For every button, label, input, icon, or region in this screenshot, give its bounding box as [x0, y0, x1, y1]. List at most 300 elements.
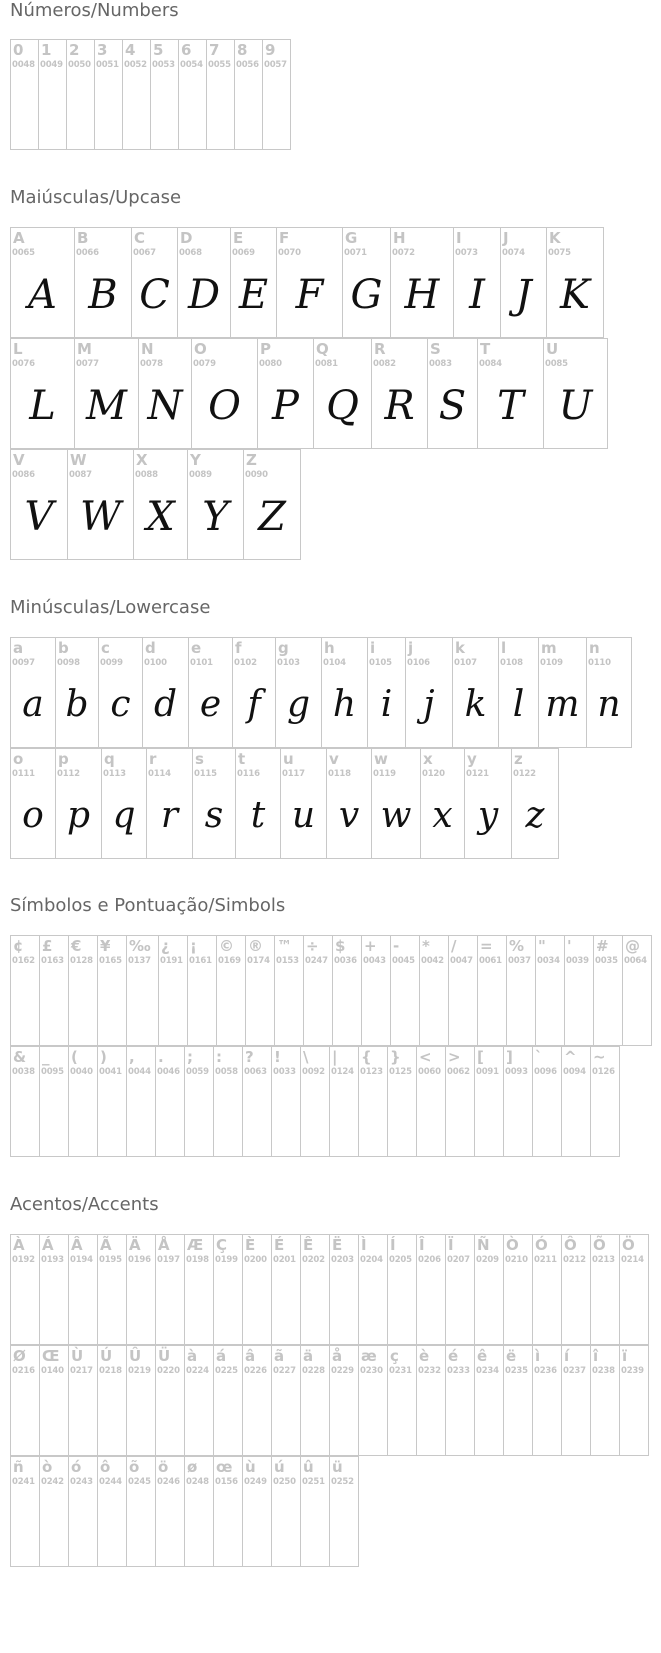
glyph-row [10, 1046, 619, 1157]
glyph-code: 0198 [186, 1255, 209, 1265]
glyph-code: 0244 [99, 1477, 122, 1487]
glyph-code: 0109 [540, 658, 563, 668]
glyph-char-label: o [13, 750, 24, 768]
glyph-code: 0248 [186, 1477, 209, 1487]
glyph-code: 0069 [232, 248, 255, 258]
glyph-char-label: ö [158, 1458, 169, 1476]
glyph-char-label: 8 [237, 41, 248, 59]
glyph-cell [474, 1234, 504, 1345]
glyph-char-label: ä [303, 1347, 314, 1365]
glyph-char-label: ó [71, 1458, 82, 1476]
glyph-cell [213, 1234, 243, 1345]
glyph-code: 0107 [454, 658, 477, 668]
glyph-cell [10, 227, 75, 338]
glyph-cell [477, 338, 544, 449]
glyph-cell [387, 1345, 417, 1456]
glyph-cell [271, 1345, 301, 1456]
glyph-code: 0220 [157, 1366, 180, 1376]
glyph-char-label: È [245, 1236, 256, 1254]
glyph-cell [10, 1345, 40, 1456]
glyph-char-label: ø [187, 1458, 198, 1476]
glyph-cell [94, 39, 123, 150]
glyph-cell [213, 1456, 243, 1567]
glyph-char-label: - [393, 937, 400, 955]
glyph-char-label: m [541, 639, 557, 657]
glyph-char-label: A [13, 229, 25, 247]
glyph-char-label: R [374, 340, 386, 358]
glyph-preview: R [384, 383, 415, 429]
glyph-code: 0055 [208, 60, 231, 70]
glyph-code: 0243 [70, 1477, 93, 1487]
glyph-char-label: * [422, 937, 430, 955]
glyph-cell [329, 1345, 359, 1456]
glyph-char-label: Ë [332, 1236, 343, 1254]
glyph-cell [10, 935, 40, 1046]
glyph-cell [126, 1234, 156, 1345]
glyph-code: 0034 [537, 956, 560, 966]
glyph-code: 0121 [466, 769, 489, 779]
glyph-preview: t [250, 795, 266, 836]
glyph-code: 0120 [422, 769, 445, 779]
glyph-char-label: ¡ [190, 937, 197, 955]
glyph-preview: B [88, 272, 118, 318]
glyph-char-label: 4 [125, 41, 136, 59]
glyph-preview: k [464, 684, 487, 725]
glyph-char-label: ú [274, 1458, 285, 1476]
glyph-row [10, 449, 300, 560]
glyph-cell [184, 1046, 214, 1157]
glyph-code: 0124 [331, 1067, 354, 1077]
glyph-code: 0050 [68, 60, 91, 70]
glyph-code: 0078 [140, 359, 163, 369]
glyph-char-label: æ [361, 1347, 377, 1365]
glyph-cell [10, 449, 68, 560]
glyph-cell [177, 227, 231, 338]
glyph-cell [39, 1046, 69, 1157]
glyph-code: 0241 [12, 1477, 35, 1487]
glyph-code: 0207 [447, 1255, 470, 1265]
glyph-preview: O [208, 383, 241, 429]
glyph-code: 0113 [103, 769, 126, 779]
glyph-code: 0106 [407, 658, 430, 668]
glyph-cell [329, 1234, 359, 1345]
glyph-code: 0046 [157, 1067, 180, 1077]
glyph-char-label: ç [390, 1347, 399, 1365]
glyph-cell [477, 935, 507, 1046]
glyph-char-label: Ü [158, 1347, 171, 1365]
glyph-cell [242, 1456, 272, 1567]
glyph-code: 0040 [70, 1067, 93, 1077]
glyph-cell [138, 338, 192, 449]
section-title-upcase: Maiúsculas/Upcase [10, 187, 182, 208]
glyph-cell [445, 1345, 475, 1456]
glyph-cell [98, 637, 143, 748]
glyph-code: 0073 [455, 248, 478, 258]
glyph-preview: Q [326, 383, 359, 429]
glyph-cell [10, 1234, 40, 1345]
glyph-cell [10, 748, 56, 859]
glyph-code: 0044 [128, 1067, 151, 1077]
glyph-code: 0242 [41, 1477, 64, 1487]
glyph-code: 0209 [476, 1255, 499, 1265]
glyph-char-label: v [329, 750, 339, 768]
section-title-accents: Acentos/Accents [10, 1194, 159, 1215]
glyph-cell [586, 637, 632, 748]
glyph-cell [97, 1456, 127, 1567]
glyph-code: 0236 [534, 1366, 557, 1376]
glyph-code: 0216 [12, 1366, 35, 1376]
glyph-char-label: \ [303, 1048, 309, 1066]
glyph-char-label: 9 [265, 41, 276, 59]
glyph-code: 0116 [237, 769, 260, 779]
glyph-cell [146, 748, 193, 859]
glyph-code: 0162 [12, 956, 35, 966]
glyph-code: 0174 [247, 956, 270, 966]
glyph-code: 0104 [323, 658, 346, 668]
glyph-code: 0246 [157, 1477, 180, 1487]
glyph-preview: f [247, 684, 261, 725]
glyph-char-label: ~ [593, 1048, 606, 1066]
glyph-cell [532, 1234, 562, 1345]
glyph-char-label: D [180, 229, 193, 247]
glyph-code: 0191 [160, 956, 183, 966]
glyph-code: 0249 [244, 1477, 267, 1487]
glyph-char-label: ( [71, 1048, 78, 1066]
glyph-char-label: ù [245, 1458, 256, 1476]
glyph-code: 0101 [190, 658, 213, 668]
glyph-code: 0192 [12, 1255, 35, 1265]
glyph-char-label: i [370, 639, 376, 657]
glyph-code: 0100 [144, 658, 167, 668]
glyph-code: 0037 [508, 956, 531, 966]
glyph-code: 0117 [282, 769, 305, 779]
glyph-code: 0045 [392, 956, 415, 966]
glyph-char-label: Ñ [477, 1236, 490, 1254]
glyph-code: 0099 [100, 658, 123, 668]
glyph-cell [97, 1046, 127, 1157]
glyph-code: 0194 [70, 1255, 93, 1265]
glyph-char-label: c [101, 639, 110, 657]
glyph-code: 0118 [328, 769, 351, 779]
glyph-char-label: î [593, 1347, 599, 1365]
glyph-char-label: > [448, 1048, 461, 1066]
glyph-cell [445, 1046, 475, 1157]
glyph-cell [39, 1345, 69, 1456]
glyph-char-label: h [324, 639, 335, 657]
glyph-char-label: ü [332, 1458, 343, 1476]
glyph-cell [271, 1234, 301, 1345]
glyph-code: 0228 [302, 1366, 325, 1376]
glyph-code: 0238 [592, 1366, 615, 1376]
glyph-cell [313, 338, 372, 449]
glyph-cell [543, 338, 608, 449]
glyph-row [10, 748, 558, 859]
glyph-code: 0103 [277, 658, 300, 668]
glyph-preview: m [545, 684, 580, 725]
glyph-cell [387, 1234, 417, 1345]
glyph-cell [503, 1345, 533, 1456]
glyph-cell [619, 1345, 649, 1456]
glyph-char-label: ! [274, 1048, 281, 1066]
glyph-char-label: Æ [187, 1236, 204, 1254]
glyph-char-label: Ï [448, 1236, 454, 1254]
glyph-cell [420, 748, 465, 859]
glyph-code: 0204 [360, 1255, 383, 1265]
glyph-char-label: F [279, 229, 290, 247]
glyph-char-label: Á [42, 1236, 54, 1254]
glyph-cell [448, 935, 478, 1046]
glyph-char-label: Ó [535, 1236, 548, 1254]
glyph-char-label: Œ [42, 1347, 60, 1365]
glyph-code: 0218 [99, 1366, 122, 1376]
glyph-preview: V [24, 494, 54, 540]
glyph-char-label: ì [535, 1347, 541, 1365]
glyph-char-label: Õ [593, 1236, 606, 1254]
glyph-char-label: w [374, 750, 388, 768]
glyph-preview: a [22, 684, 44, 725]
glyph-cell [126, 935, 159, 1046]
glyph-code: 0065 [12, 248, 35, 258]
glyph-cell [150, 39, 179, 150]
glyph-code: 0098 [57, 658, 80, 668]
glyph-cell [74, 227, 132, 338]
glyph-char-label: É [274, 1236, 285, 1254]
glyph-code: 0229 [331, 1366, 354, 1376]
glyph-char-label: d [145, 639, 156, 657]
glyph-code: 0199 [215, 1255, 238, 1265]
glyph-preview: l [512, 684, 525, 725]
glyph-cell [155, 1345, 185, 1456]
glyph-cell [453, 227, 501, 338]
glyph-code: 0232 [418, 1366, 441, 1376]
glyph-cell [230, 227, 277, 338]
glyph-cell [213, 1046, 243, 1157]
glyph-cell [158, 935, 188, 1046]
glyph-code: 0054 [180, 60, 203, 70]
glyph-cell [66, 39, 95, 150]
glyph-preview: P [272, 383, 299, 429]
glyph-code: 0224 [186, 1366, 209, 1376]
glyph-code: 0125 [389, 1067, 412, 1077]
glyph-code: 0211 [534, 1255, 557, 1265]
glyph-char-label: Z [246, 451, 257, 469]
glyph-code: 0053 [152, 60, 175, 70]
glyph-code: 0197 [157, 1255, 180, 1265]
glyph-code: 0235 [505, 1366, 528, 1376]
glyph-code: 0059 [186, 1067, 209, 1077]
glyph-char-label: Ì [361, 1236, 367, 1254]
glyph-cell [419, 935, 449, 1046]
glyph-code: 0213 [592, 1255, 615, 1265]
glyph-code: 0066 [76, 248, 99, 258]
glyph-code: 0196 [128, 1255, 151, 1265]
glyph-cell [243, 449, 301, 560]
glyph-char-label: € [71, 937, 82, 955]
glyph-char-label: 7 [209, 41, 220, 59]
glyph-code: 0233 [447, 1366, 470, 1376]
glyph-preview: i [380, 684, 393, 725]
glyph-char-label: ) [100, 1048, 107, 1066]
glyph-preview: G [350, 272, 383, 318]
glyph-code: 0095 [41, 1067, 64, 1077]
glyph-char-label: / [451, 937, 457, 955]
glyph-code: 0212 [563, 1255, 586, 1265]
glyph-char-label: O [194, 340, 207, 358]
glyph-preview: n [597, 684, 621, 725]
glyph-char-label: K [549, 229, 561, 247]
glyph-cell [358, 1345, 388, 1456]
glyph-code: 0067 [133, 248, 156, 258]
glyph-code: 0112 [57, 769, 80, 779]
glyph-code: 0049 [40, 60, 63, 70]
glyph-cell [38, 39, 67, 150]
glyph-char-label: À [13, 1236, 25, 1254]
glyph-cell [188, 637, 233, 748]
glyph-cell [300, 1234, 330, 1345]
glyph-cell [332, 935, 362, 1046]
glyph-code: 0161 [189, 956, 212, 966]
glyph-cell [187, 935, 217, 1046]
glyph-char-label: a [13, 639, 24, 657]
glyph-char-label: ê [477, 1347, 488, 1365]
glyph-code: 0128 [70, 956, 93, 966]
glyph-preview: q [112, 795, 136, 836]
glyph-cell [416, 1234, 446, 1345]
glyph-preview: r [160, 795, 179, 836]
glyph-code: 0105 [369, 658, 392, 668]
glyph-cell [619, 1234, 649, 1345]
glyph-code: 0058 [215, 1067, 238, 1077]
glyph-code: 0165 [99, 956, 122, 966]
glyph-char-label: ô [100, 1458, 111, 1476]
glyph-char-label: _ [42, 1048, 50, 1066]
glyph-char-label: ? [245, 1048, 254, 1066]
glyph-cell [133, 449, 188, 560]
glyph-cell [184, 1456, 214, 1567]
glyph-char-label: y [467, 750, 477, 768]
glyph-cell [275, 637, 322, 748]
glyph-char-label: r [149, 750, 157, 768]
glyph-cell [561, 1234, 591, 1345]
glyph-code: 0169 [218, 956, 241, 966]
glyph-char-label: Ê [303, 1236, 314, 1254]
glyph-code: 0153 [276, 956, 299, 966]
glyph-char-label: { [361, 1048, 372, 1066]
glyph-char-label: á [216, 1347, 227, 1365]
glyph-code: 0064 [624, 956, 647, 966]
glyph-cell [506, 935, 536, 1046]
glyph-char-label: ‰ [129, 937, 151, 955]
glyph-char-label: l [501, 639, 507, 657]
glyph-cell [358, 1234, 388, 1345]
glyph-cell [67, 449, 134, 560]
glyph-char-label: , [129, 1048, 135, 1066]
glyph-code: 0075 [548, 248, 571, 258]
glyph-row [10, 935, 651, 1046]
glyph-cell [39, 1234, 69, 1345]
glyph-cell [561, 1345, 591, 1456]
glyph-cell [155, 1046, 185, 1157]
glyph-code: 0195 [99, 1255, 122, 1265]
glyph-preview: j [423, 684, 435, 725]
glyph-char-label: ë [506, 1347, 517, 1365]
glyph-code: 0097 [12, 658, 35, 668]
glyph-char-label: k [455, 639, 465, 657]
glyph-code: 0163 [41, 956, 64, 966]
glyph-char-label: H [393, 229, 406, 247]
glyph-cell [503, 1234, 533, 1345]
glyph-cell [427, 338, 478, 449]
glyph-char-label: u [283, 750, 294, 768]
glyph-row [10, 637, 631, 748]
glyph-char-label: £ [42, 937, 53, 955]
glyph-preview: y [477, 795, 499, 836]
glyph-char-label: © [219, 937, 234, 955]
glyph-preview: o [22, 795, 44, 836]
glyph-char-label: t [238, 750, 246, 768]
glyph-preview: L [29, 383, 56, 429]
glyph-code: 0085 [545, 359, 568, 369]
glyph-cell [68, 1456, 98, 1567]
glyph-code: 0140 [41, 1366, 64, 1376]
glyph-code: 0056 [236, 60, 259, 70]
glyph-code: 0047 [450, 956, 473, 966]
glyph-char-label: @ [625, 937, 640, 955]
glyph-cell [590, 1046, 620, 1157]
glyph-cell [257, 338, 314, 449]
glyph-char-label: B [77, 229, 89, 247]
glyph-preview: N [147, 383, 183, 429]
glyph-char-label: } [390, 1048, 401, 1066]
glyph-row [10, 227, 603, 338]
glyph-char-label: P [260, 340, 271, 358]
glyph-code: 0043 [363, 956, 386, 966]
glyph-cell [68, 1345, 98, 1456]
glyph-cell [405, 637, 453, 748]
glyph-cell [561, 1046, 591, 1157]
glyph-preview: T [497, 383, 524, 429]
glyph-cell [445, 1234, 475, 1345]
glyph-cell [126, 1345, 156, 1456]
glyph-code: 0110 [588, 658, 611, 668]
glyph-char-label: I [456, 229, 462, 247]
glyph-cell [262, 39, 291, 150]
glyph-cell [300, 1046, 330, 1157]
glyph-cell [276, 227, 343, 338]
glyph-cell [10, 338, 75, 449]
glyph-code: 0082 [373, 359, 396, 369]
glyph-row [10, 1234, 648, 1345]
glyph-char-label: b [58, 639, 69, 657]
glyph-code: 0137 [128, 956, 151, 966]
glyph-code: 0074 [502, 248, 525, 258]
glyph-preview: c [110, 684, 131, 725]
glyph-code: 0226 [244, 1366, 267, 1376]
glyph-char-label: ' [567, 937, 572, 955]
glyph-cell [361, 935, 391, 1046]
glyph-code: 0036 [334, 956, 357, 966]
glyph-char-label: ã [274, 1347, 285, 1365]
glyph-code: 0237 [563, 1366, 586, 1376]
glyph-char-label: s [195, 750, 204, 768]
glyph-cell [184, 1345, 214, 1456]
glyph-cell [503, 1046, 533, 1157]
glyph-char-label: ÷ [306, 937, 319, 955]
glyph-cell [387, 1046, 417, 1157]
glyph-char-label: Å [158, 1236, 170, 1254]
glyph-code: 0077 [76, 359, 99, 369]
glyph-cell [10, 1456, 40, 1567]
